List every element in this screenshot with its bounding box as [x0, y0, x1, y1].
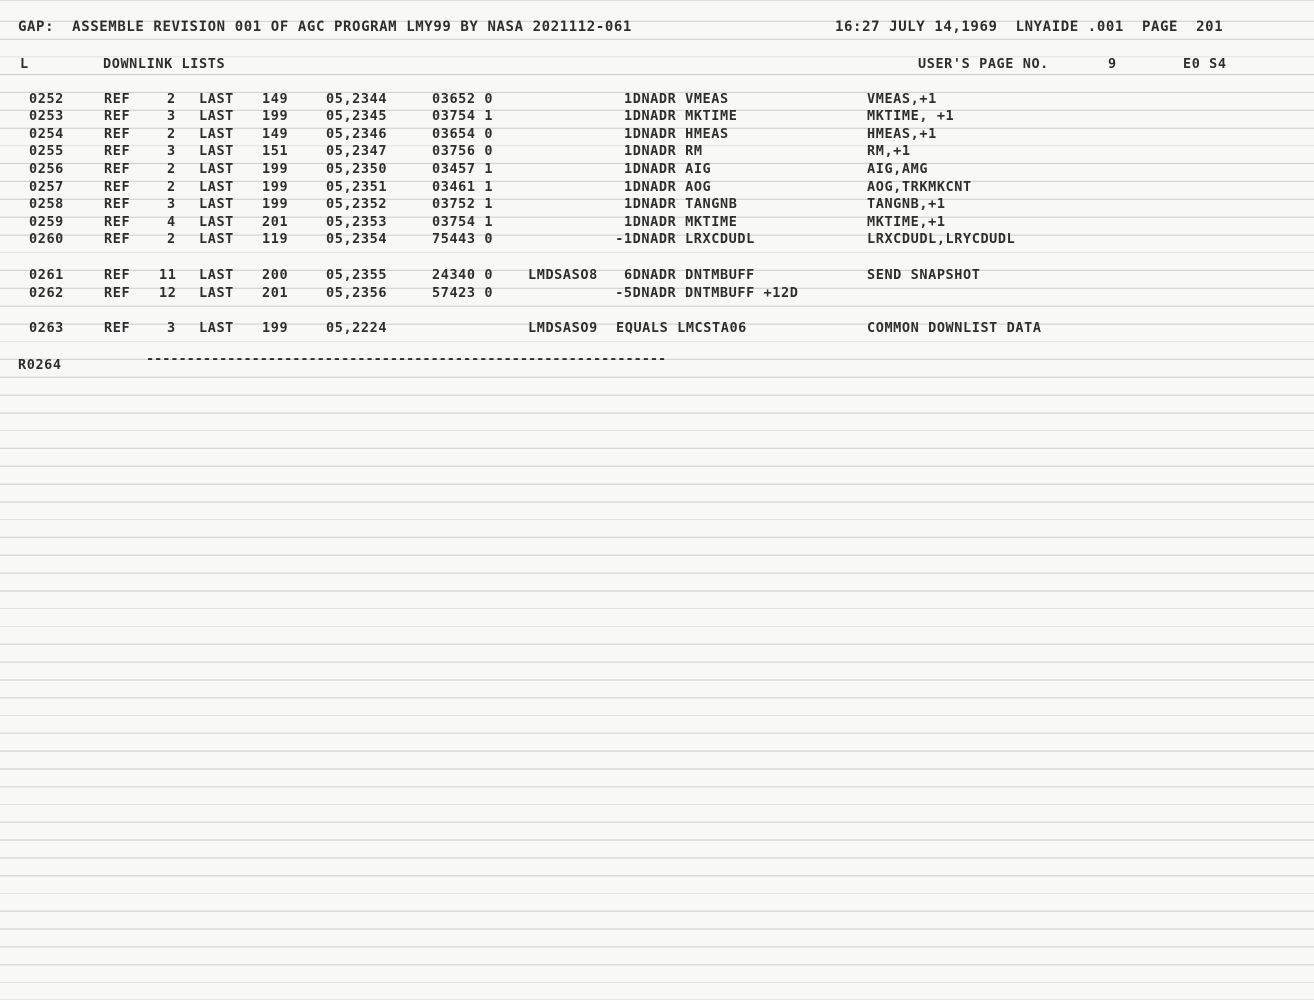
address: 05,2346	[326, 126, 388, 142]
comment: AIG,AMG	[867, 161, 929, 177]
octal-word: 03652 0	[432, 91, 494, 107]
last-label: LAST	[199, 179, 234, 195]
comment: SEND SNAPSHOT	[867, 267, 981, 283]
ref-count: 3	[167, 108, 176, 124]
ref-type: REF	[104, 285, 131, 301]
ref-count: 2	[167, 126, 176, 142]
ref-count: 3	[167, 196, 176, 212]
address: 05,2347	[326, 143, 388, 159]
line-number: 0255	[29, 143, 64, 159]
ref-type: REF	[104, 231, 131, 247]
line-number: 0253	[29, 108, 64, 124]
last-label: LAST	[199, 231, 234, 247]
symbol-label: LMDSASO9	[528, 320, 598, 336]
line-number: 0259	[29, 214, 64, 230]
last-value: 199	[262, 320, 289, 336]
comment: MKTIME, +1	[867, 108, 955, 124]
comment: RM,+1	[867, 143, 911, 159]
instruction: 1DNADR VMEAS	[624, 91, 729, 107]
last-label: LAST	[199, 143, 234, 159]
ref-count: 11	[159, 267, 177, 283]
octal-word: 03756 0	[432, 143, 494, 159]
last-value: 199	[262, 161, 289, 177]
instruction: 6DNADR DNTMBUFF	[624, 267, 755, 283]
ref-type: REF	[104, 161, 131, 177]
last-value: 149	[262, 91, 289, 107]
octal-word: 75443 0	[432, 231, 494, 247]
last-label: LAST	[199, 108, 234, 124]
instruction: 1DNADR AOG	[624, 179, 712, 195]
address: 05,2355	[326, 267, 388, 283]
last-value: 199	[262, 179, 289, 195]
last-label: LAST	[199, 126, 234, 142]
last-label: LAST	[199, 267, 234, 283]
octal-word: 03461 1	[432, 179, 494, 195]
instruction: 1DNADR HMEAS	[624, 126, 729, 142]
line-number: 0252	[29, 91, 64, 107]
last-label: LAST	[199, 214, 234, 230]
octal-word: 24340 0	[432, 267, 494, 283]
instruction: 1DNADR TANGNB	[624, 196, 738, 212]
last-value: 151	[262, 143, 289, 159]
ref-type: REF	[104, 179, 131, 195]
instruction: 1DNADR MKTIME	[624, 214, 738, 230]
last-label: LAST	[199, 196, 234, 212]
instruction: 1DNADR MKTIME	[624, 108, 738, 124]
address: 05,2356	[326, 285, 388, 301]
comment: LRXCDUDL,LRYCDUDL	[867, 231, 1016, 247]
octal-word: 57423 0	[432, 285, 494, 301]
ref-count: 3	[167, 143, 176, 159]
line-number: 0263	[29, 320, 64, 336]
instruction: -5DNADR DNTMBUFF +12D	[615, 285, 799, 301]
footer-line-number: R0264	[18, 357, 62, 373]
last-value: 200	[262, 267, 289, 283]
last-value: 201	[262, 285, 289, 301]
line-number: 0262	[29, 285, 64, 301]
instruction: -1DNADR LRXCDUDL	[615, 231, 755, 247]
last-label: LAST	[199, 320, 234, 336]
address: 05,2345	[326, 108, 388, 124]
last-value: 199	[262, 108, 289, 124]
ref-count: 2	[167, 231, 176, 247]
last-value: 199	[262, 196, 289, 212]
octal-word: 03654 0	[432, 126, 494, 142]
address: 05,2350	[326, 161, 388, 177]
ref-type: REF	[104, 91, 131, 107]
last-value: 201	[262, 214, 289, 230]
address: 05,2224	[326, 320, 388, 336]
comment: AOG,TRKMKCNT	[867, 179, 972, 195]
comment: HMEAS,+1	[867, 126, 937, 142]
ref-type: REF	[104, 214, 131, 230]
octal-word: 03754 1	[432, 108, 494, 124]
ref-type: REF	[104, 196, 131, 212]
instruction: 1DNADR RM	[624, 143, 703, 159]
line-number: 0258	[29, 196, 64, 212]
timestamp-header: 16:27 JULY 14,1969 LNYAIDE .001 PAGE 201	[835, 19, 1224, 35]
ref-type: REF	[104, 108, 131, 124]
ref-count: 2	[167, 91, 176, 107]
comment: TANGNB,+1	[867, 196, 946, 212]
last-label: LAST	[199, 91, 234, 107]
listing-marker: L	[20, 56, 29, 72]
line-number: 0256	[29, 161, 64, 177]
instruction: EQUALS LMCSTA06	[616, 320, 747, 336]
octal-word: 03752 1	[432, 196, 494, 212]
comment: COMMON DOWNLIST DATA	[867, 320, 1042, 336]
ref-count: 2	[167, 179, 176, 195]
ref-type: REF	[104, 143, 131, 159]
user-page-number: 9	[1108, 56, 1117, 72]
ref-count: 4	[167, 214, 176, 230]
user-page-label: USER'S PAGE NO.	[918, 56, 1049, 72]
ref-type: REF	[104, 126, 131, 142]
ref-count: 12	[159, 285, 177, 301]
line-number: 0260	[29, 231, 64, 247]
ref-count: 2	[167, 161, 176, 177]
address: 05,2344	[326, 91, 388, 107]
assembly-header: GAP: ASSEMBLE REVISION 001 OF AGC PROGRAM LMY99 BY NASA 2021112-061	[18, 19, 632, 35]
last-value: 119	[262, 231, 289, 247]
symbol-label: LMDSASO8	[528, 267, 598, 283]
section-title: DOWNLINK LISTS	[103, 56, 226, 72]
ref-count: 3	[167, 320, 176, 336]
address: 05,2351	[326, 179, 388, 195]
address: 05,2353	[326, 214, 388, 230]
address: 05,2354	[326, 231, 388, 247]
address: 05,2352	[326, 196, 388, 212]
octal-word: 03457 1	[432, 161, 494, 177]
last-label: LAST	[199, 285, 234, 301]
instruction: 1DNADR AIG	[624, 161, 712, 177]
line-number: 0261	[29, 267, 64, 283]
octal-word: 03754 1	[432, 214, 494, 230]
line-number: 0254	[29, 126, 64, 142]
comment: VMEAS,+1	[867, 91, 937, 107]
last-value: 149	[262, 126, 289, 142]
line-number: 0257	[29, 179, 64, 195]
page-code: E0 S4	[1183, 56, 1227, 72]
footer-dash-rule: ----------------------------------------------------------------	[146, 351, 667, 367]
ref-type: REF	[104, 267, 131, 283]
last-label: LAST	[199, 161, 234, 177]
ref-type: REF	[104, 320, 131, 336]
comment: MKTIME,+1	[867, 214, 946, 230]
